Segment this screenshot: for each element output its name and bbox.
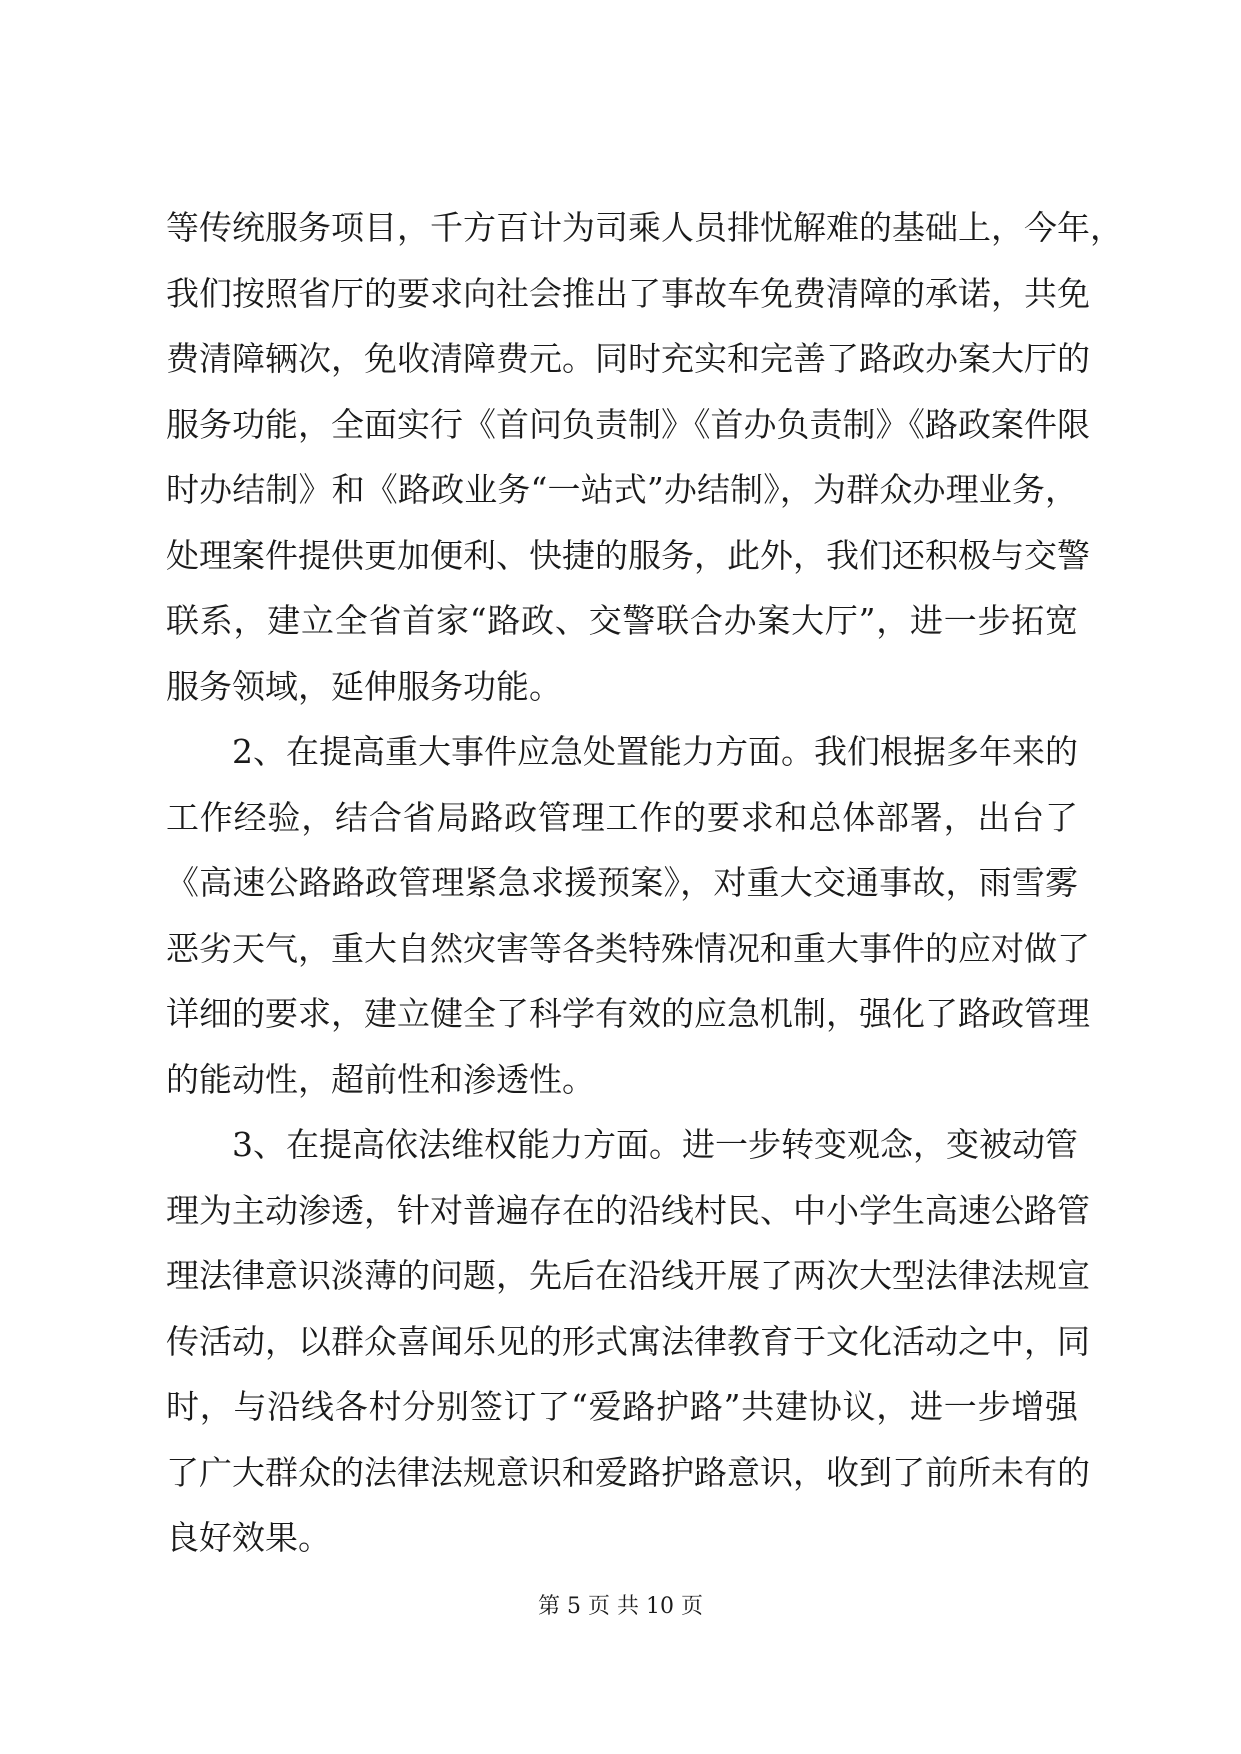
text-line: 的能动性，超前性和渗透性。 xyxy=(166,1059,595,1099)
text-line: 等传统服务项目，千方百计为司乘人员排忧解难的基础上，今年， xyxy=(166,208,1123,247)
text-line: 恶劣天气，重大自然灾害等各类特殊情况和重大事件的应对做了 xyxy=(166,928,1090,968)
text-line: 处理案件提供更加便利、快捷的服务，此外，我们还积极与交警 xyxy=(166,535,1090,575)
document-body xyxy=(166,195,1123,1571)
text-line: 费清障辆次，免收清障费元。同时充实和完善了路政办案大厅的 xyxy=(166,339,1090,378)
text-line: 服务功能，全面实行《首问负责制》《首办负责制》《路政案件限 xyxy=(166,404,1090,444)
text-line: 理法律意识淡薄的问题，先后在沿线开展了两次大型法律法规宣 xyxy=(166,1256,1090,1295)
paragraph-emergency xyxy=(166,719,1090,1112)
text-line: 服务领域，延伸服务功能。 xyxy=(166,666,562,706)
text-line: 了广大群众的法律法规意识和爱路护路意识，收到了前所未有的 xyxy=(166,1452,1090,1492)
text-line: 传活动，以群众喜闻乐见的形式寓法律教育于文化活动之中，同 xyxy=(166,1321,1090,1361)
page-footer: 第 5 页 共 10 页 xyxy=(538,1594,703,1619)
text-line: 联系，建立全省首家“路政、交警联合办案大厅”，进一步拓宽 xyxy=(166,601,1078,640)
text-line: 2、在提高重大事件应急处置能力方面。我们根据多年来的 xyxy=(232,732,1078,771)
text-line: 理为主动渗透，针对普遍存在的沿线村民、中小学生高速公路管 xyxy=(166,1190,1090,1230)
paragraph-legal xyxy=(166,1112,1090,1571)
text-line: 详细的要求，建立健全了科学有效的应急机制，强化了路政管理 xyxy=(166,994,1090,1033)
text-line: 3、在提高依法维权能力方面。进一步转变观念，变被动管 xyxy=(232,1125,1078,1164)
text-line: 《高速公路路政管理紧急求援预案》，对重大交通事故，雨雪雾 xyxy=(166,863,1078,902)
text-line: 良好效果。 xyxy=(166,1518,331,1557)
text-line: 时办结制》和《路政业务“一站式”办结制》，为群众办理业务， xyxy=(166,470,1078,509)
text-line: 工作经验，结合省局路政管理工作的要求和总体部署，出台了 xyxy=(166,797,1078,837)
text-line: 我们按照省厅的要求向社会推出了事故车免费清障的承诺，共免 xyxy=(166,273,1090,313)
paragraph-service xyxy=(166,195,1123,719)
text-line: 时，与沿线各村分别签订了“爱路护路”共建协议，进一步增强 xyxy=(166,1387,1078,1426)
